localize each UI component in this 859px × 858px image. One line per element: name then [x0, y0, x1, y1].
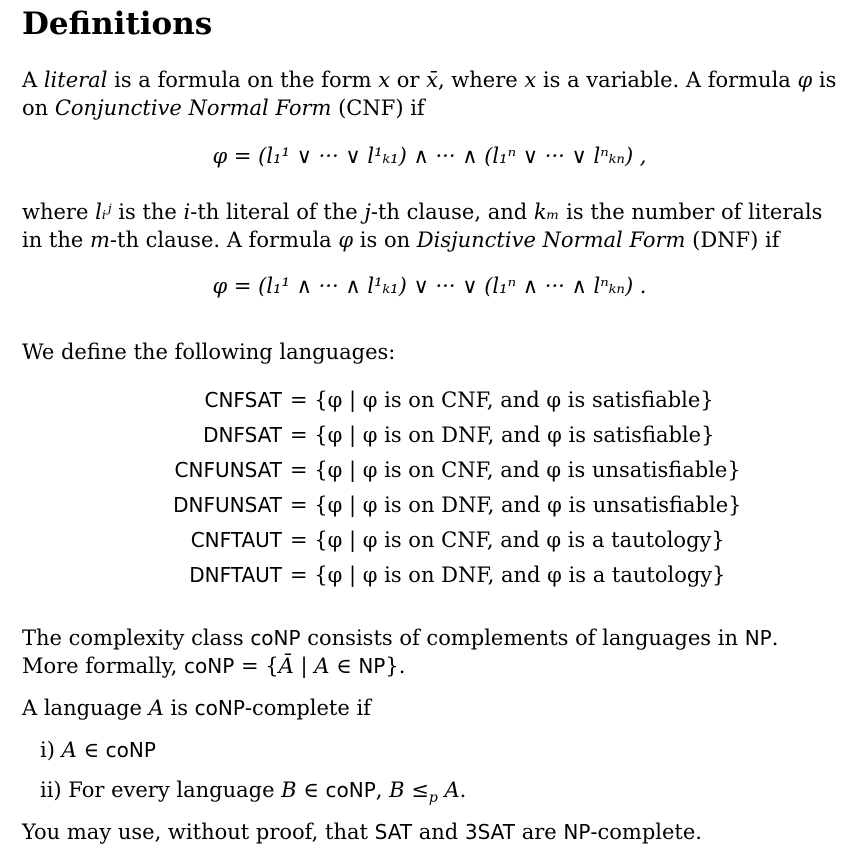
text: is a variable. A formula: [536, 68, 798, 92]
text: ∈: [76, 738, 106, 762]
language-name: CNFSAT: [204, 388, 282, 412]
text: .: [459, 778, 467, 802]
text: and: [412, 820, 465, 844]
math-xbar: x̄: [426, 68, 438, 92]
class-conp: coNP: [184, 654, 235, 678]
language-3sat: 3SAT: [464, 820, 516, 844]
text: ∈: [296, 778, 326, 802]
language-name: CNFTAUT: [190, 528, 282, 552]
text: (CNF) if: [331, 96, 425, 120]
class-np: NP: [744, 626, 772, 650]
condition-item-1: [40, 736, 156, 764]
text: ,: [375, 778, 390, 802]
math-b: B: [281, 778, 297, 802]
text: is the: [111, 200, 184, 224]
language-name: CNFUNSAT: [174, 458, 282, 482]
term-literal: literal: [43, 68, 108, 92]
language-row-dnfunsat: [22, 489, 837, 521]
math-leq: ≤: [404, 778, 429, 802]
math-x: x: [378, 68, 391, 92]
section-heading: Definitions: [22, 6, 213, 42]
text: is a formula on the form: [107, 68, 379, 92]
text: consists of complements of languages in: [300, 626, 745, 650]
languages-intro: We define the following languages:: [22, 340, 396, 364]
term-dnf: Disjunctive Normal Form: [416, 228, 686, 252]
text: -complete if: [244, 696, 371, 720]
item-label: ii) For every language: [40, 778, 282, 802]
text: = {: [234, 654, 279, 678]
math-a: A: [61, 738, 77, 762]
dnf-equation: φ = (l₁¹ ∧ ··· ∧ l¹ₖ₁) ∨ ··· ∨ (l₁ⁿ ∧ ··· ∧ lⁿₖₙ) .: [212, 274, 647, 298]
language-name: DNFSAT: [203, 423, 282, 447]
text: ∈: [329, 654, 359, 678]
text: . More formally,: [22, 626, 779, 678]
class-conp: coNP: [250, 626, 301, 650]
text: is: [163, 696, 195, 720]
math-a: A: [314, 654, 330, 678]
class-conp: coNP: [325, 778, 376, 802]
text: -complete.: [590, 820, 702, 844]
math-abar: Ā: [278, 654, 294, 678]
text: are: [515, 820, 564, 844]
text: A: [22, 68, 44, 92]
text: or: [390, 68, 427, 92]
language-def: = {φ | φ is on DNF, and φ is unsatisfiable}: [290, 493, 742, 517]
text: is on: [22, 68, 837, 120]
language-row-dnfsat: [22, 419, 837, 451]
class-conp: coNP: [105, 738, 156, 762]
language-def: = {φ | φ is on DNF, and φ is satisfiable}: [290, 423, 715, 447]
text: -th clause. A formula: [109, 228, 339, 252]
literal-definition-paragraph: [22, 66, 837, 122]
text: |: [293, 654, 315, 678]
text: is on: [353, 228, 417, 252]
conp-definition-paragraph: [22, 624, 837, 680]
text: The complexity class: [22, 626, 251, 650]
math-x: x: [524, 68, 537, 92]
text: A language: [22, 696, 149, 720]
language-row-cnftaut: [22, 524, 837, 556]
math-b: B: [389, 778, 405, 802]
cnf-equation: φ = (l₁¹ ∨ ··· ∨ l¹ₖ₁) ∧ ··· ∧ (l₁ⁿ ∨ ··· ∨ lⁿₖₙ) ,: [212, 144, 647, 168]
language-def: = {φ | φ is on DNF, and φ is a tautology}: [290, 563, 726, 587]
language-def: = {φ | φ is on CNF, and φ is satisfiable}: [290, 388, 714, 412]
item-label: i): [40, 738, 62, 762]
math-phi: φ: [797, 68, 813, 92]
text: (DNF) if: [685, 228, 780, 252]
class-conp: coNP: [194, 696, 245, 720]
language-row-dnftaut: [22, 559, 837, 591]
text: where: [22, 200, 96, 224]
text: -th literal of the: [190, 200, 365, 224]
math-i: i: [183, 200, 191, 224]
math-j: j: [364, 200, 371, 224]
text: , where: [437, 68, 525, 92]
language-row-cnfunsat: [22, 454, 837, 486]
text: -th clause, and: [370, 200, 534, 224]
term-cnf: Conjunctive Normal Form: [54, 96, 332, 120]
math-km: kₘ: [533, 200, 560, 224]
math-m: m: [89, 228, 110, 252]
text: }.: [385, 654, 406, 678]
math-p-subscript: p: [428, 790, 438, 807]
language-name: DNFUNSAT: [173, 493, 282, 517]
class-np: NP: [563, 820, 591, 844]
text: You may use, without proof, that: [22, 820, 375, 844]
class-np: NP: [358, 654, 386, 678]
language-def: = {φ | φ is on CNF, and φ is a tautology}: [290, 528, 725, 552]
math-a: A: [148, 696, 164, 720]
language-sat: SAT: [374, 820, 413, 844]
language-row-cnfsat: [22, 384, 837, 416]
language-name: DNFTAUT: [189, 563, 282, 587]
math-a: A: [437, 778, 460, 802]
conp-complete-paragraph: [22, 694, 837, 722]
language-def: = {φ | φ is on CNF, and φ is unsatisfiable}: [290, 458, 741, 482]
dnf-definition-paragraph: [22, 198, 837, 254]
np-complete-note: [22, 818, 837, 846]
math-phi: φ: [338, 228, 354, 252]
math-lij: lᵢʲ: [95, 200, 112, 224]
text: is the number of literals in the: [22, 200, 823, 252]
condition-item-2: [40, 776, 467, 807]
